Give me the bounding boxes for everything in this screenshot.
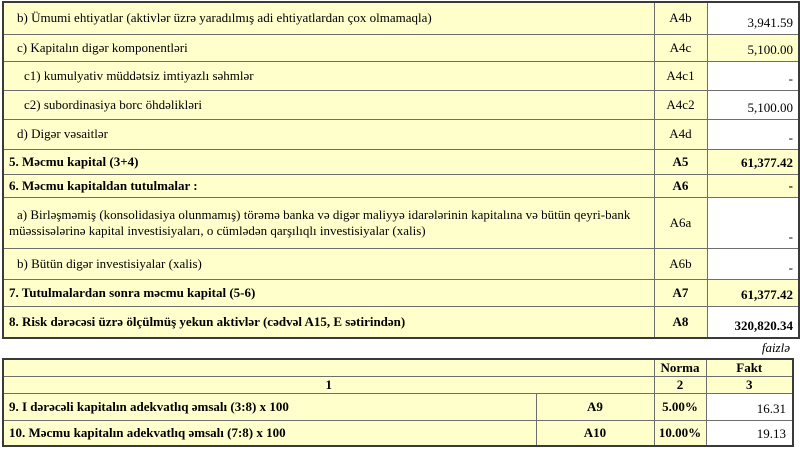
row-label-cell: c2) subordinasiya borc öhdəlikləri	[3, 90, 654, 119]
header-empty-cell	[3, 359, 654, 376]
capital-row-A4c2	[3, 90, 799, 119]
row-code-cell: A4c	[654, 34, 707, 61]
row-label-cell: b) Ümumi ehtiyatlar (aktivlər üzrə yaradılmış adi ehtiyatlardan çox olmamaqla)	[3, 2, 654, 34]
adequacy-ratio-table	[2, 358, 794, 447]
capital-row-A4c1	[3, 61, 799, 90]
row-label-cell: c1) kumulyativ müddətsiz imtiyazlı səhmlər	[3, 61, 654, 90]
row-label-cell: 6. Məcmu kapitaldan tutulmalar :	[3, 174, 654, 197]
row-code-cell: A6a	[654, 197, 707, 248]
capital-row-A7	[3, 279, 799, 306]
norma-column-header: Norma	[654, 359, 706, 376]
row-value-cell: -	[707, 174, 799, 197]
row-label-cell: 8. Risk dərəcəsi üzrə ölçülmüş yekun aktivlər (cədvəl A15, E sətirindən)	[3, 306, 654, 338]
row-label-cell: c) Kapitalın digər komponentləri	[3, 34, 654, 61]
row-value-cell: -	[707, 248, 799, 279]
adequacy-row-A10	[3, 420, 793, 446]
ratio-code-cell: A10	[536, 420, 654, 446]
row-value-cell: -	[707, 197, 799, 248]
row-code-cell: A4c1	[654, 61, 707, 90]
row-code-cell: A6	[654, 174, 707, 197]
row-value-cell: 61,377.42	[707, 149, 799, 174]
ratio-norma-cell: 5.00%	[654, 393, 706, 420]
row-value-cell: 5,100.00	[707, 90, 799, 119]
row-label-cell: b) Bütün digər investisiyalar (xalis)	[3, 248, 654, 279]
capital-row-A5	[3, 149, 799, 174]
row-code-cell: A4b	[654, 2, 707, 34]
capital-row-A6b	[3, 248, 799, 279]
capital-row-A4c	[3, 34, 799, 61]
row-value-cell: 320,820.34	[707, 306, 799, 338]
fakt-column-header: Fakt	[706, 359, 793, 376]
row-label-cell: 7. Tutulmalardan sonra məcmu kapital (5-6)	[3, 279, 654, 306]
ratio-norma-cell: 10.00%	[654, 420, 706, 446]
adequacy-header-row	[3, 359, 793, 376]
colnum-2-cell: 2	[654, 376, 706, 393]
capital-components-table	[2, 1, 800, 339]
row-code-cell: A8	[654, 306, 707, 338]
row-code-cell: A6b	[654, 248, 707, 279]
row-label-cell: d) Digər vəsaitlər	[3, 119, 654, 149]
row-code-cell: A7	[654, 279, 707, 306]
row-label-cell: a) Birləşməmiş (konsolidasiya olunmamış) törəmə banka və digər maliyyə idarələrinin kapitalına və bütün qeyri-bank müəssisələrinə kapital investisiyaları, o cümlədən qarşılıqlı investisiyalar (xalis)	[3, 197, 654, 248]
row-label-cell: 5. Məcmu kapital (3+4)	[3, 149, 654, 174]
capital-row-A6a	[3, 197, 799, 248]
adequacy-row-A9	[3, 393, 793, 420]
row-value-cell: -	[707, 61, 799, 90]
row-value-cell: 3,941.59	[707, 2, 799, 34]
percent-note: faizlə	[761, 340, 790, 355]
row-code-cell: A4c2	[654, 90, 707, 119]
adequacy-colnum-row	[3, 376, 793, 393]
row-value-cell: 61,377.42	[707, 279, 799, 306]
capital-row-A6	[3, 174, 799, 197]
ratio-fakt-cell: 19.13	[706, 420, 793, 446]
row-code-cell: A5	[654, 149, 707, 174]
ratio-fakt-cell: 16.31	[706, 393, 793, 420]
colnum-3-cell: 3	[706, 376, 793, 393]
row-value-cell: -	[707, 119, 799, 149]
row-value-cell: 5,100.00	[707, 34, 799, 61]
capital-row-A4d	[3, 119, 799, 149]
ratio-code-cell: A9	[536, 393, 654, 420]
row-code-cell: A4d	[654, 119, 707, 149]
colnum-1-cell: 1	[3, 376, 654, 393]
capital-row-A8	[3, 306, 799, 338]
ratio-label-cell: 10. Məcmu kapitalın adekvatlıq əmsalı (7:8) x 100	[3, 420, 536, 446]
ratio-label-cell: 9. I dərəcəli kapitalın adekvatlıq əmsalı (3:8) x 100	[3, 393, 536, 420]
capital-row-A4b	[3, 2, 799, 34]
